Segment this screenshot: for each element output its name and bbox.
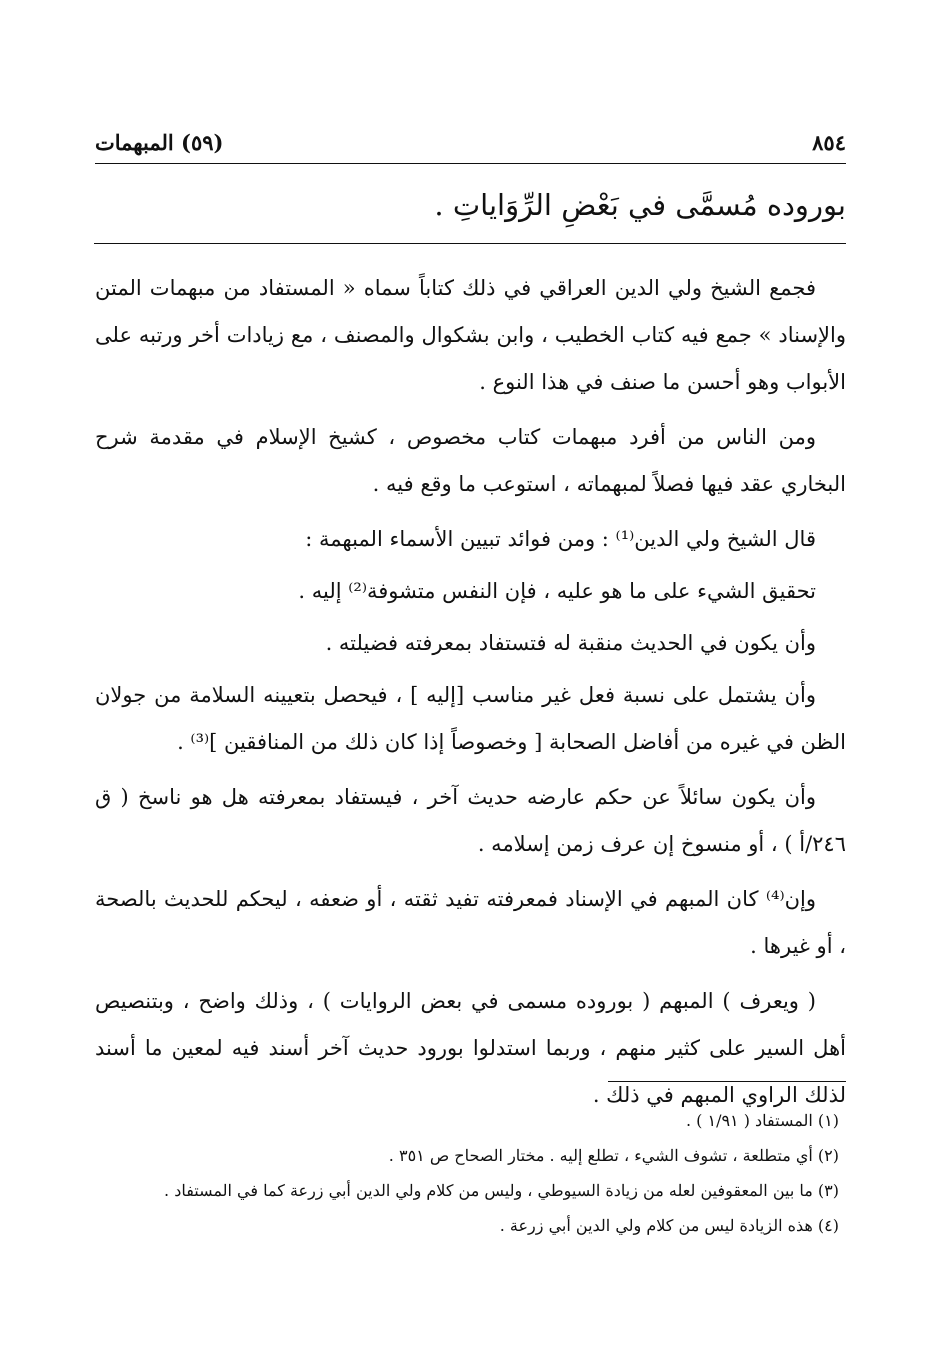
matn-rule bbox=[94, 243, 846, 244]
footnote: (٣) ما بين المعقوفين لعله من زيادة السيوطي ، وليس من كلام ولي الدين أبي زرعة كما في المستفاد . bbox=[164, 1181, 839, 1200]
footnotes bbox=[95, 1103, 839, 1243]
paragraph: وأن يكون سائلاً عن حكم عارضه حديث آخر ، فيستفاد بمعرفته هل هو ناسخ ( ق ٢٤٦/أ ) ، أو منسوخ إن عرف زمن إسلامه . bbox=[95, 785, 846, 856]
footnote: (١) المستفاد ( ١/٩١ ) . bbox=[685, 1111, 839, 1130]
paragraph: فجمع الشيخ ولي الدين العراقي في ذلك كتاباً سماه « المستفاد من مبهمات المتن والإسناد » جمع فيه كتاب الخطيب ، وابن بشكوال والمصنف ، مع زيادات أخر ورتبه على الأبواب وهو أحسن ما صنف في هذا النوع . bbox=[95, 276, 846, 394]
paragraph: ( ويعرف ) المبهم ( بوروده مسمى في بعض الروايات ) ، وذلك واضح ، وبتنصيص أهل السير على كثير منهم ، وربما استدلوا بورود حديث آخر أسند فيه لمعين ما أسند لذلك الراوي المبهم في ذلك . bbox=[95, 989, 846, 1107]
footnote-rule bbox=[608, 1081, 846, 1082]
section-title: (٥٩) المبهمات bbox=[95, 129, 224, 155]
page-header bbox=[95, 122, 846, 162]
commentary-body bbox=[95, 265, 846, 1127]
footnote: (٤) هذه الزيادة ليس من كلام ولي الدين أبي زرعة . bbox=[499, 1216, 839, 1235]
matn-text: بوروده مُسمَّى في بَعْضِ الرِّوَاياتِ . bbox=[434, 188, 846, 222]
paragraph: وأن يشتمل على نسبة فعل غير مناسب [إليه ] ، فيحصل بتعيينه السلامة من جولان الظن في غيره من أفاضل الصحابة [ وخصوصاً إذا كان ذلك من المنافقين ]⁽³⁾ . bbox=[95, 683, 846, 754]
page-number: ٨٥٤ bbox=[812, 129, 846, 155]
header-rule bbox=[95, 163, 846, 164]
paragraph: تحقيق الشيء على ما هو عليه ، فإن النفس متشوفة⁽²⁾ إليه . bbox=[298, 579, 816, 603]
paragraph: وإن⁽⁴⁾ كان المبهم في الإسناد فمعرفته تفيد ثقته ، أو ضعفه ، ليحكم للحديث بالصحة ، أو غيرها . bbox=[95, 887, 846, 958]
paragraph: ومن الناس من أفرد مبهمات كتاب مخصوص ، كشيخ الإسلام في مقدمة شرح البخاري عقد فيها فصلاً لمبهماته ، استوعب ما وقع فيه . bbox=[95, 425, 846, 496]
paragraph: وأن يكون في الحديث منقبة له فتستفاد بمعرفته فضيلته . bbox=[325, 631, 816, 655]
footnote: (٢) أي متطلعة ، تشوف الشيء ، تطلع إليه . مختار الصحاح ص ٣٥١ . bbox=[388, 1146, 839, 1165]
paragraph: قال الشيخ ولي الدين⁽¹⁾ : ومن فوائد تبيين الأسماء المبهمة : bbox=[305, 527, 816, 551]
